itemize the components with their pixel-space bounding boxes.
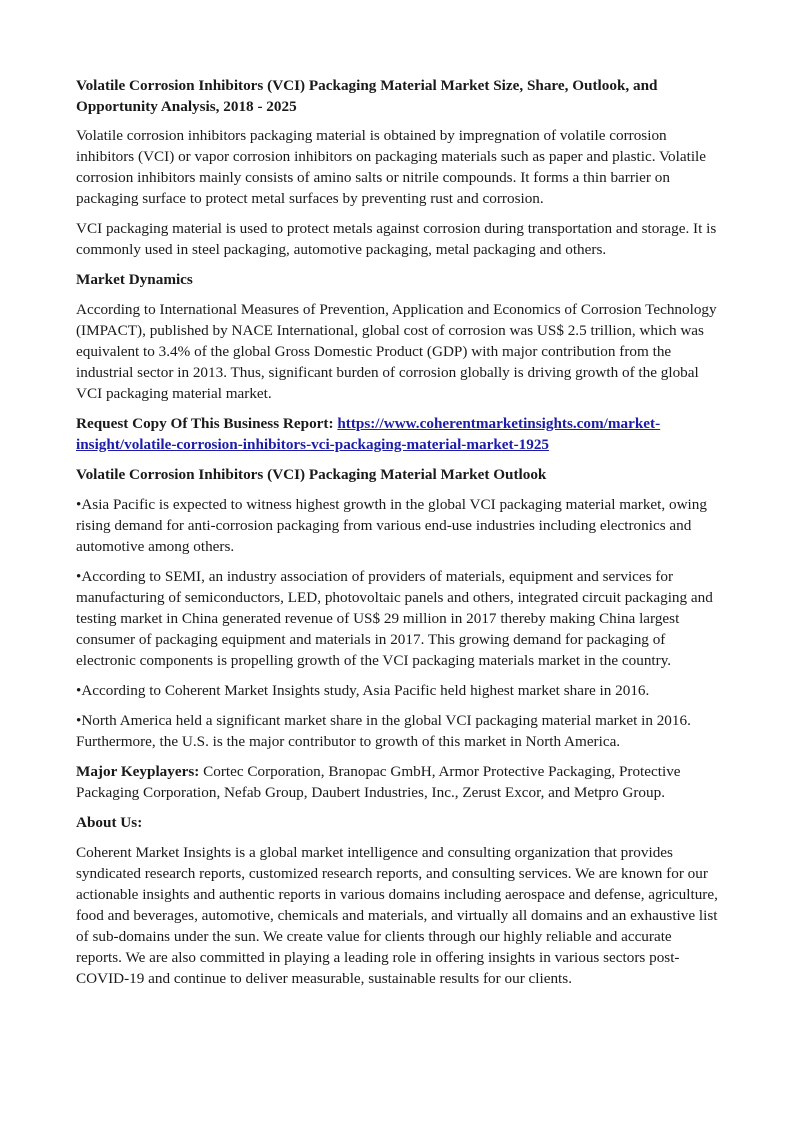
document-page	[76, 75, 721, 998]
outlook-heading: Volatile Corrosion Inhibitors (VCI) Packaging Material Market Outlook	[76, 466, 547, 483]
keyplayers-list: Cortec Corporation, Branopac GmbH, Armor Protective Packaging, Protective Packaging Corporation, Nefab Group, Daubert Industries, Inc., Zerust Excor, and Metpro Group.	[76, 763, 681, 801]
document-title: Volatile Corrosion Inhibitors (VCI) Packaging Material Market Size, Share, Outlook, and Opportunity Analysis, 2018 - 2025	[76, 77, 658, 115]
keyplayers-paragraph	[76, 761, 721, 803]
about-heading: About Us:	[76, 814, 143, 831]
keyplayers-label: Major Keyplayers:	[76, 763, 200, 780]
intro-paragraph-2: VCI packaging material is used to protect metals against corrosion during transportation and storage. It is commonly used in steel packaging, automotive packaging, metal packaging and others.	[76, 220, 717, 258]
outlook-bullet: •According to Coherent Market Insights study, Asia Pacific held highest market share in 2016.	[76, 682, 650, 699]
market-dynamics-paragraph: According to International Measures of Prevention, Application and Economics of Corrosion Technology (IMPACT), published by NACE International, global cost of corrosion was US$ 2.5 trillion, which was equivalent to 3.4% of the global Gross Domestic Product (GDP) with major contribution from the industrial sector in 2013. Thus, significant burden of corrosion globally is driving growth of the global VCI packaging material market.	[76, 301, 717, 402]
about-paragraph: Coherent Market Insights is a global market intelligence and consulting organization that provides syndicated research reports, customized research reports, and consulting services. We are known for our actionable insights and authentic reports in various domains including aerospace and defense, agriculture, food and beverages, automotive, chemicals and materials, and virtually all domains and an exhaustive list of sub-domains under the sun. We create value for clients through our highly reliable and accurate reports. We are also committed in playing a leading role in offering insights in various sectors post-COVID-19 and continue to deliver measurable, sustainable results for our clients.	[76, 844, 718, 987]
outlook-bullet: •Asia Pacific is expected to witness highest growth in the global VCI packaging material market, owing rising demand for anti-corrosion packaging from various end-use industries including electronics and automotive among others.	[76, 496, 707, 555]
request-copy-paragraph	[76, 413, 721, 455]
report-link[interactable]: https://www.coherentmarketinsights.com/market-insight/volatile-corrosion-inhibitors-vci-packaging-material-market-1925	[76, 415, 661, 453]
market-dynamics-heading: Market Dynamics	[76, 271, 193, 288]
intro-paragraph-1: Volatile corrosion inhibitors packaging material is obtained by impregnation of volatile corrosion inhibitors (VCI) or vapor corrosion inhibitors on packaging materials such as paper and plastic. Volatile corrosion inhibitors mainly consists of amino salts or nitrile compounds. It forms a thin barrier on packaging surface to protect metal surfaces by preventing rust and corrosion.	[76, 127, 706, 207]
outlook-bullet: •North America held a significant market share in the global VCI packaging material market in 2016. Furthermore, the U.S. is the major contributor to growth of this market in North America.	[76, 712, 691, 750]
request-copy-label: Request Copy Of This Business Report:	[76, 415, 334, 432]
outlook-bullet: •According to SEMI, an industry association of providers of materials, equipment and services for manufacturing of semiconductors, LED, photovoltaic panels and others, integrated circuit packaging and testing market in China generated revenue of US$ 29 million in 2017 thereby making China largest consumer of packaging equipment and materials in 2017. This growing demand for packaging of electronic components is propelling growth of the VCI packaging materials market in the country.	[76, 568, 713, 669]
